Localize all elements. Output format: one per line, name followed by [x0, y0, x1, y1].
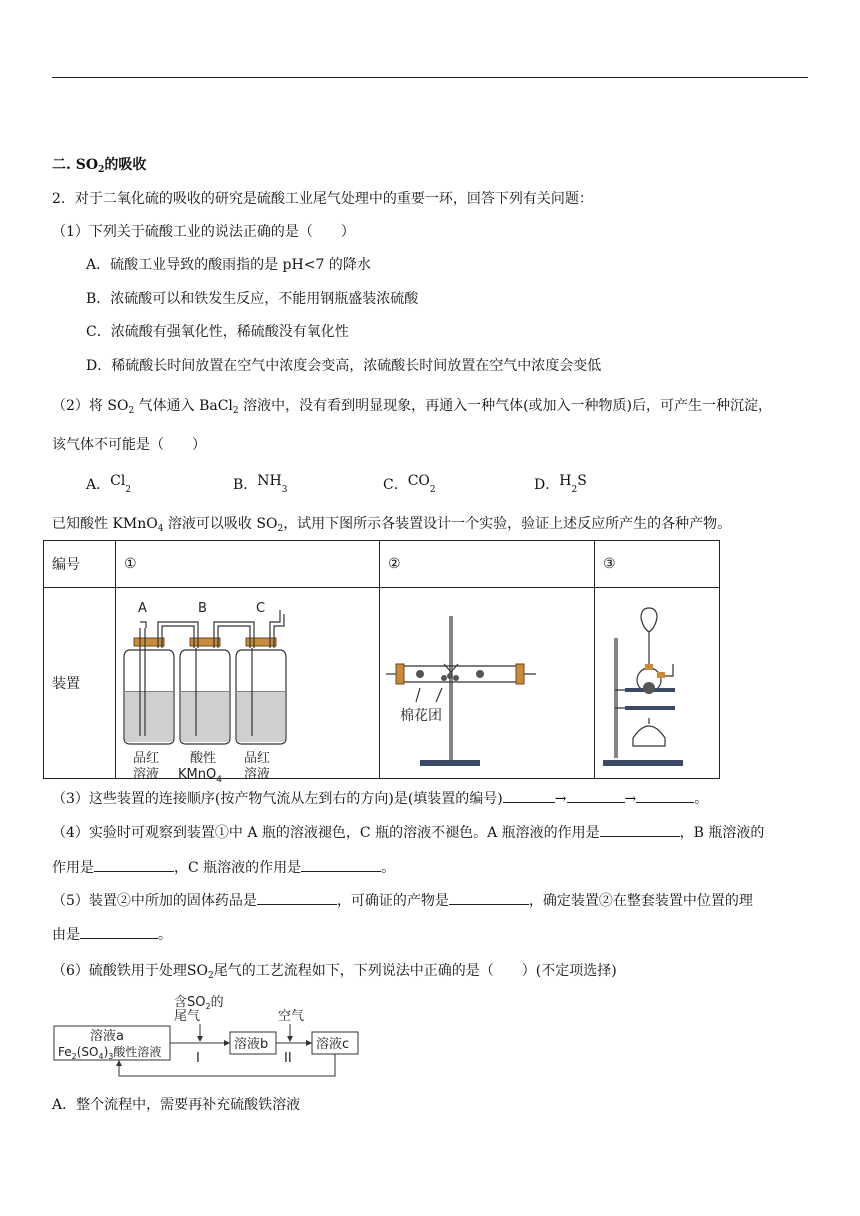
bottle-c-label: C [256, 601, 266, 616]
process-flow-diagram [52, 996, 372, 1086]
flow-input-label-2: 尾气 [174, 1009, 201, 1024]
part4-line1: （4）实验时可观察到装置①中 A 瓶的溶液褪色，C 瓶的溶液不褪色。A 瓶溶液的作用是 ，B 瓶溶液的 [52, 822, 764, 842]
answer-blank[interactable] [567, 788, 625, 803]
part5-line2: 由是 。 [52, 924, 172, 944]
answer-blank[interactable] [636, 788, 694, 803]
part6-line: （6）硫酸铁用于处理$SO_2$尾气的工艺流程如下，下列说法中正确的是（ ）(不定项选择) [52, 963, 617, 981]
apparatus-table [43, 540, 720, 785]
part2-option-b: B．$NH_3$ [233, 473, 288, 495]
flow-step-2: II [284, 1051, 292, 1066]
bottle-b-reagent-2: KMnO$_4$ [178, 767, 222, 785]
answer-blank[interactable] [301, 857, 381, 872]
flow-input-label-1: 含$SO_2$的 [174, 995, 224, 1011]
bottle-a-reagent-1: 品红 [133, 751, 160, 766]
bottle-a-label: A [138, 601, 147, 616]
part2-line1: （2）将 $SO_2$ 气体通入 BaCl$_2$ 溶液中，没有看到明显现象，再通入一种气体(或加入一种物质)后，可产生一种沉淀， [52, 398, 773, 416]
part2-line2: 该气体不可能是（ ） [52, 437, 206, 453]
answer-blank[interactable] [600, 822, 680, 837]
flow-box-a-line1: 溶液a [90, 1029, 124, 1044]
section-title: 二. $SO_2$的吸收 [52, 157, 147, 175]
bottle-c-reagent-2: 溶液 [244, 767, 271, 782]
answer-blank[interactable] [80, 924, 158, 939]
table-header-2: ② [379, 541, 594, 588]
flow-step-1: I [196, 1051, 200, 1066]
bottle-b-reagent-1: 酸性 [190, 751, 217, 766]
bottle-c-reagent-1: 品红 [244, 751, 271, 766]
part4-line2: 作用是 ，C 瓶溶液的作用是 。 [52, 857, 395, 877]
part2-option-d: D．$H_2S$ [534, 473, 587, 495]
apparatus-3-cell [594, 588, 719, 779]
bottle-b-label: B [198, 601, 207, 616]
table-header-3: ③ [594, 541, 719, 588]
part1-option-d: D．稀硫酸长时间放置在空气中浓度会变高，浓硫酸长时间放置在空气中浓度会变低 [86, 358, 602, 374]
answer-blank[interactable] [257, 890, 337, 905]
apparatus-2-cell [379, 588, 594, 779]
table-header-number: 编号 [44, 541, 116, 588]
answer-blank[interactable] [94, 857, 174, 872]
tube-on-stand-figure [380, 588, 594, 778]
part1-option-a: A．硫酸工业导致的酸雨指的是 pH<7 的降水 [86, 257, 371, 273]
cotton-ball-label: 棉花团 [399, 708, 442, 724]
part1-text: （1）下列关于硫酸工业的说法正确的是（ ） [52, 224, 355, 240]
bottle-a-reagent-2: 溶液 [133, 767, 160, 782]
answer-blank[interactable] [503, 788, 555, 803]
part5-line1: （5）装置②中所加的固体药品是 ，可确证的产物是 ，确定装置②在整套装置中位置的理 [52, 890, 753, 910]
part6-option-a: A．整个流程中，需要再补充硫酸铁溶液 [52, 1097, 301, 1113]
flow-air-label: 空气 [278, 1009, 305, 1024]
part1-option-b: B．浓硫酸可以和铁发生反应，不能用钢瓶盛装浓硫酸 [86, 291, 419, 307]
part3-line: （3）这些装置的连接顺序(按产物气流从左到右的方向)是(填装置的编号) → → 。 [52, 788, 708, 808]
header-rule [52, 77, 808, 78]
flow-box-c: 溶液c [316, 1037, 350, 1052]
apparatus-1-cell [116, 588, 380, 785]
question-stem: 2．对于二氧化硫的吸收的研究是硫酸工业尾气处理中的重要一环，回答下列有关问题： [52, 191, 593, 207]
table-row-label: 装置 [44, 588, 116, 779]
flow-box-a-line2: $Fe_2(SO_4)_3$酸性溶液 [58, 1045, 162, 1061]
part2-option-c: C．$CO_2$ [383, 473, 436, 495]
table-header-1: ① [116, 541, 380, 588]
gas-generator-figure [595, 588, 719, 778]
part2-option-a: A．$Cl_2$ [86, 473, 132, 495]
answer-blank[interactable] [449, 890, 529, 905]
gas-washing-bottles-figure [116, 588, 378, 785]
part1-option-c: C．浓硫酸有强氧化性，稀硫酸没有氧化性 [86, 324, 349, 340]
experiment-intro: 已知酸性 KMnO$_4$ 溶液可以吸收 $SO_2$，试用下图所示各装置设计一个实验，验证上述反应所产生的各种产物。 [52, 516, 732, 534]
flow-box-b: 溶液b [234, 1037, 269, 1052]
